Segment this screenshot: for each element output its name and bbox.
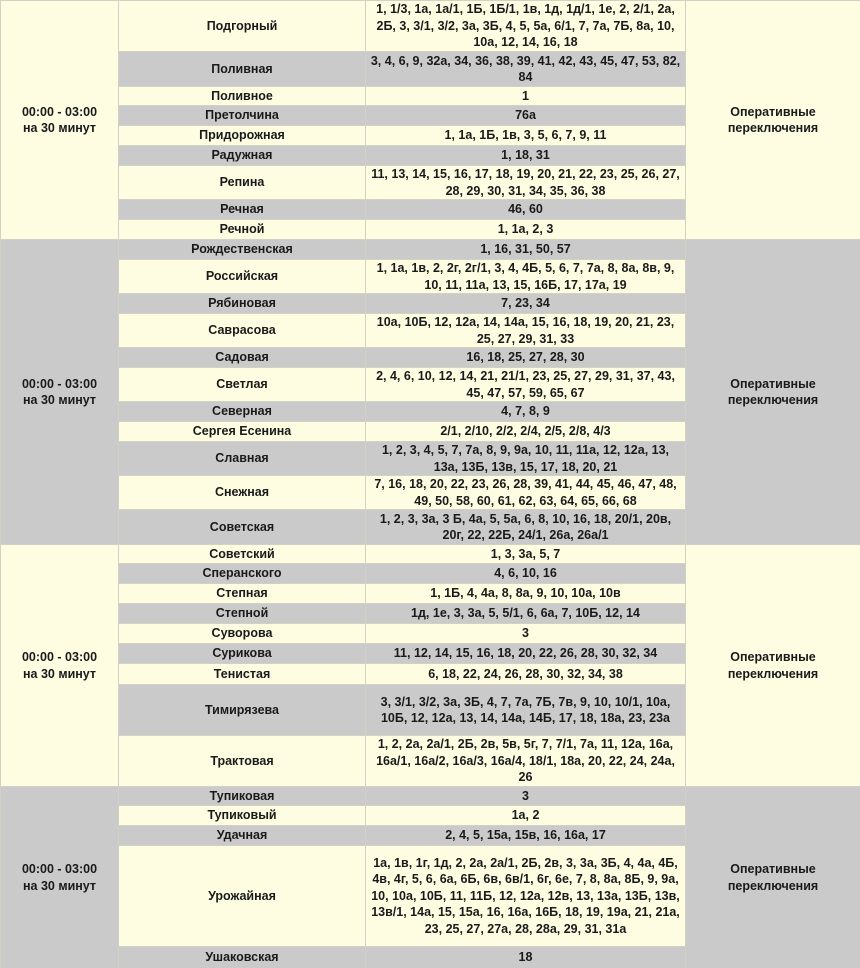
street-name: Саврасова [119, 314, 366, 348]
outage-time-cell [1, 545, 119, 787]
street-name: Ушаковская [119, 947, 366, 968]
outage-reason-cell [686, 240, 860, 545]
house-numbers: 18 [366, 947, 686, 968]
house-numbers: 3 [366, 624, 686, 644]
street-name: Тимирязева [119, 685, 366, 736]
street-name: Советский [119, 545, 366, 564]
house-numbers: 3 [366, 787, 686, 806]
house-numbers: 11, 12, 14, 15, 16, 18, 20, 22, 26, 28, 30, 32, 34 [366, 644, 686, 664]
house-numbers: 1, 1/3, 1а, 1а/1, 1Б, 1Б/1, 1в, 1д, 1д/1, 1е, 2, 2/1, 2а, 2Б, 3, 3/1, 3/2, 3а, 3Б, 4, 5, 5а, 6/1, 7, 7а, 7Б, 8а, 10, 10а, 12, 14, 16, 18 [366, 1, 686, 52]
schedule-body [1, 1, 860, 968]
house-numbers: 4, 7, 8, 9 [366, 402, 686, 422]
street-name: Советская [119, 510, 366, 545]
table-row [1, 787, 860, 806]
house-numbers: 1, 2, 3, 3а, 3 Б, 4а, 5, 5а, 6, 8, 10, 16, 18, 20/1, 20в, 20г, 22, 22Б, 24/1, 26а, 26а/1 [366, 510, 686, 545]
street-name: Урожайная [119, 846, 366, 947]
street-name: Претолчина [119, 106, 366, 126]
outage-time-range: 00:00 - 03:00 [21, 862, 98, 876]
outage-reason-line1: Оперативные [730, 376, 816, 391]
street-name: Славная [119, 442, 366, 476]
street-name: Речная [119, 200, 366, 220]
outage-reason-line1: Оперативные [730, 104, 816, 119]
house-numbers: 1, 1а, 2, 3 [366, 220, 686, 240]
outage-time-cell [1, 787, 119, 968]
outage-reason-line2: переключения [727, 393, 819, 407]
outage-time-range: 00:00 - 03:00 [21, 650, 98, 664]
street-name: Удачная [119, 826, 366, 846]
outage-duration: на 30 минут [22, 393, 97, 407]
house-numbers: 46, 60 [366, 200, 686, 220]
street-name: Радужная [119, 146, 366, 166]
house-numbers: 1а, 2 [366, 806, 686, 826]
outage-reason-line1: Оперативные [730, 650, 816, 664]
house-numbers: 1, 1Б, 4, 4а, 8, 8а, 9, 10, 10а, 10в [366, 584, 686, 604]
street-name: Суворова [119, 624, 366, 644]
house-numbers: 1 [366, 87, 686, 106]
outage-time-cell [1, 240, 119, 545]
house-numbers: 1а, 1в, 1г, 1д, 2, 2а, 2а/1, 2Б, 2в, 3, 3а, 3Б, 4, 4а, 4Б, 4в, 4г, 5, 6, 6а, 6Б, 6в, 6в/1, 6г, 6е, 7, 8, 8а, 8Б, 9, 9а, 10, 10а, 10Б, 11, 11Б, 12, 12а, 12в, 13, 13а, 13Б, 13в, 13в/1, 14а, 15, 15а, 16, 16а, 16Б, 18, 19, 19а, 21, 21а, 23, 25, 27, 27а, 28, 28а, 29, 31, 31а [366, 846, 686, 947]
house-numbers: 1, 16, 31, 50, 57 [366, 240, 686, 260]
house-numbers: 6, 18, 22, 24, 26, 28, 30, 32, 34, 38 [366, 664, 686, 685]
house-numbers: 1, 1а, 1Б, 1в, 3, 5, 6, 7, 9, 11 [366, 126, 686, 146]
street-name: Степная [119, 584, 366, 604]
street-name: Садовая [119, 348, 366, 368]
house-numbers: 2, 4, 6, 10, 12, 14, 21, 21/1, 23, 25, 27, 29, 31, 37, 43, 45, 47, 57, 59, 65, 67 [366, 368, 686, 402]
street-name: Сергея Есенина [119, 422, 366, 442]
outage-duration: на 30 минут [22, 878, 97, 893]
street-name: Сперанского [119, 564, 366, 584]
house-numbers: 7, 23, 34 [366, 294, 686, 314]
street-name: Репина [119, 166, 366, 200]
house-numbers: 11, 13, 14, 15, 16, 17, 18, 19, 20, 21, 22, 23, 25, 26, 27, 28, 29, 30, 31, 34, 35, 36, 38 [366, 166, 686, 200]
house-numbers: 2, 4, 5, 15а, 15в, 16, 16а, 17 [366, 826, 686, 846]
table-row [1, 240, 860, 260]
outage-duration: на 30 минут [22, 666, 97, 681]
street-name: Светлая [119, 368, 366, 402]
house-numbers: 1, 2, 3, 4, 5, 7, 7а, 8, 9, 9а, 10, 11, 11а, 12, 12а, 13, 13а, 13Б, 13в, 15, 17, 18, 20, 21 [366, 442, 686, 476]
house-numbers: 3, 4, 6, 9, 32а, 34, 36, 38, 39, 41, 42, 43, 45, 47, 53, 82, 84 [366, 52, 686, 87]
street-name: Рябиновая [119, 294, 366, 314]
street-name: Придорожная [119, 126, 366, 146]
street-name: Подгорный [119, 1, 366, 52]
outage-time-range: 00:00 - 03:00 [21, 376, 98, 391]
house-numbers: 4, 6, 10, 16 [366, 564, 686, 584]
street-name: Тенистая [119, 664, 366, 685]
outage-reason-cell [686, 1, 860, 240]
table-row [1, 545, 860, 564]
street-name: Поливная [119, 52, 366, 87]
street-name: Степной [119, 604, 366, 624]
street-name: Поливное [119, 87, 366, 106]
house-numbers: 1д, 1е, 3, 3а, 5, 5/1, 6, 6а, 7, 10Б, 12, 14 [366, 604, 686, 624]
street-name: Российская [119, 260, 366, 294]
house-numbers: 1, 2, 2а, 2а/1, 2Б, 2в, 5в, 5г, 7, 7/1, 7а, 11, 12а, 16а, 16а/1, 16а/2, 16а/3, 16а/4, 18/1, 18а, 20, 22, 24, 24а, 26 [366, 736, 686, 787]
street-name: Тупиковый [119, 806, 366, 826]
house-numbers: 7, 16, 18, 20, 22, 23, 26, 28, 39, 41, 44, 45, 46, 47, 48, 49, 50, 58, 60, 61, 62, 63, 64, 65, 66, 68 [366, 476, 686, 510]
house-numbers: 76а [366, 106, 686, 126]
house-numbers: 3, 3/1, 3/2, 3а, 3Б, 4, 7, 7а, 7Б, 7в, 9, 10, 10/1, 10а, 10Б, 12, 12а, 13, 14, 14а, 14Б, 17, 18, 18а, 23, 23а [366, 685, 686, 736]
table-row [1, 1, 860, 52]
street-name: Снежная [119, 476, 366, 510]
street-name: Трактовая [119, 736, 366, 787]
outage-time-range: 00:00 - 03:00 [21, 104, 98, 119]
house-numbers: 1, 18, 31 [366, 146, 686, 166]
house-numbers: 10а, 10Б, 12, 12а, 14, 14а, 15, 16, 18, 19, 20, 21, 23, 25, 27, 29, 31, 33 [366, 314, 686, 348]
outage-reason-cell [686, 787, 860, 968]
outage-reason-line2: переключения [727, 121, 819, 135]
street-name: Сурикова [119, 644, 366, 664]
outage-reason-line2: переключения [727, 878, 819, 893]
house-numbers: 1, 3, 3а, 5, 7 [366, 545, 686, 564]
outage-reason-cell [686, 545, 860, 787]
outage-time-cell [1, 1, 119, 240]
house-numbers: 1, 1а, 1в, 2, 2г, 2г/1, 3, 4, 4Б, 5, 6, 7, 7а, 8, 8а, 8в, 9, 10, 11, 11а, 13, 15, 16Б, 17, 17а, 19 [366, 260, 686, 294]
street-name: Северная [119, 402, 366, 422]
outage-duration: на 30 минут [22, 121, 97, 135]
street-name: Речной [119, 220, 366, 240]
street-name: Рождественская [119, 240, 366, 260]
street-name: Тупиковая [119, 787, 366, 806]
house-numbers: 2/1, 2/10, 2/2, 2/4, 2/5, 2/8, 4/3 [366, 422, 686, 442]
outage-reason-line2: переключения [727, 666, 819, 681]
outage-reason-line1: Оперативные [730, 862, 816, 876]
house-numbers: 16, 18, 25, 27, 28, 30 [366, 348, 686, 368]
